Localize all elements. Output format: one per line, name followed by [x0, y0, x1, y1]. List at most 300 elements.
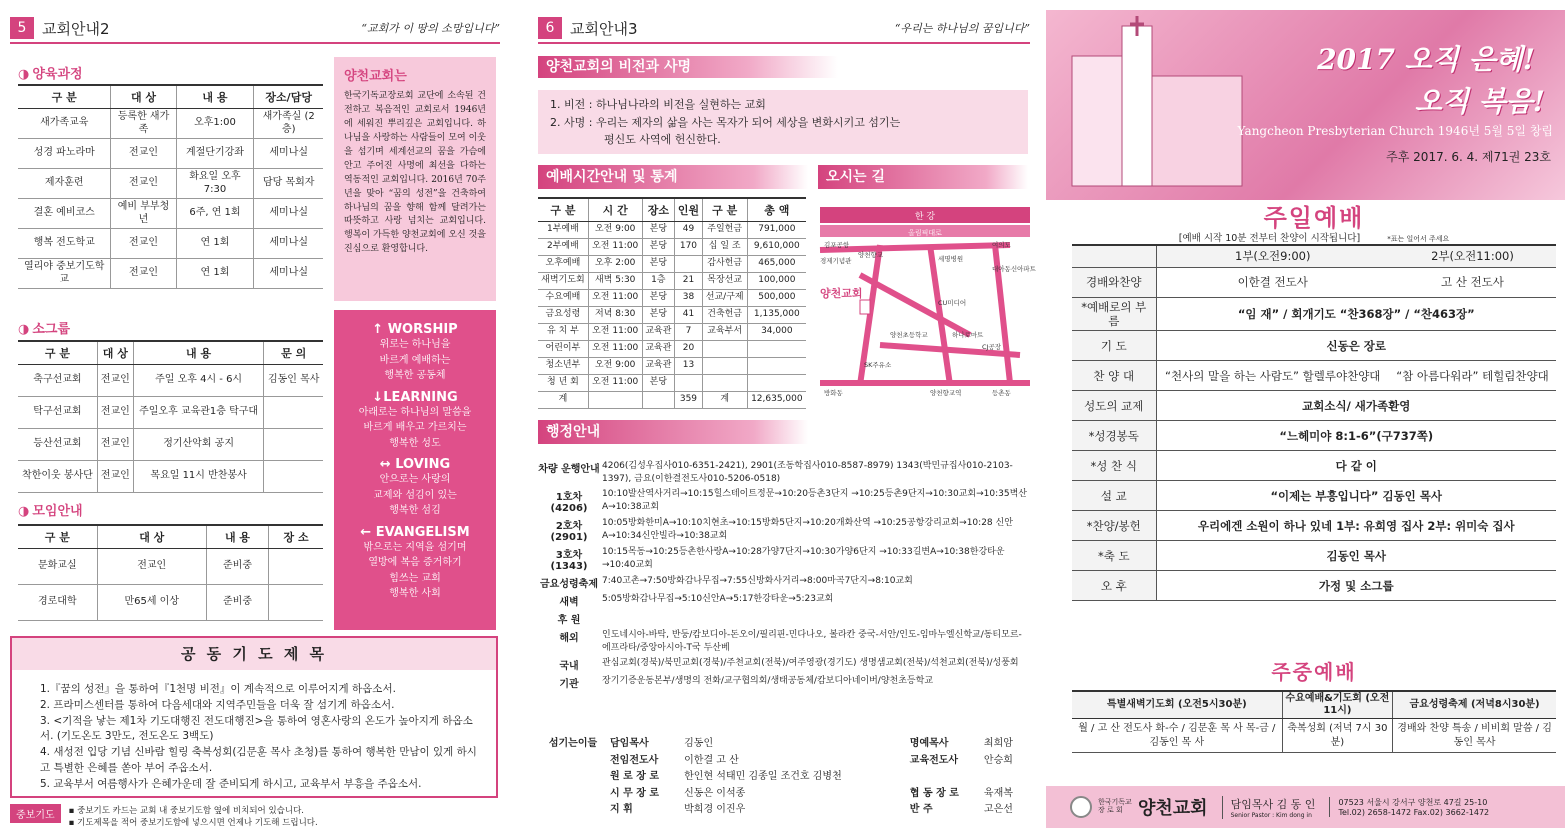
admin-row	[536, 675, 1028, 690]
table-cell: 오전 11:00	[588, 239, 642, 256]
table-cell: 행복 전도학교	[18, 229, 111, 259]
page-number: 5	[10, 17, 34, 39]
page-number: 6	[538, 17, 562, 39]
service-row	[1072, 421, 1556, 451]
service-value: 이한결 전도사	[1156, 267, 1389, 297]
table-cell: 계절단기강좌	[176, 139, 254, 169]
service-row	[1072, 511, 1556, 541]
table-row	[538, 341, 806, 358]
vision-line: 열방에 복음 증거하기	[368, 557, 462, 568]
table-cell: 본당	[642, 290, 675, 307]
church-name: 양천교회	[1138, 798, 1208, 819]
table-cell	[702, 375, 747, 392]
admin-row	[536, 611, 1028, 626]
service-row	[1072, 391, 1556, 421]
table-cell: 전교인	[97, 461, 133, 493]
table-cell: 본당	[642, 239, 675, 256]
weekday-header-row	[1072, 691, 1556, 719]
table-cell: 준비중	[206, 585, 268, 621]
table-row	[538, 358, 806, 375]
staff-label: 섬기는이들	[548, 738, 598, 749]
service-label: *찬양/봉헌	[1072, 511, 1156, 541]
intercession-tag: 중보기도	[10, 804, 61, 823]
staff-cell	[982, 769, 1028, 786]
vision-line: 행복한 사회	[389, 588, 441, 599]
service-row	[1072, 297, 1556, 331]
table-cell: 열리야 중보기도학교	[18, 259, 111, 289]
table-header-row	[18, 525, 323, 549]
intercession-line: ▪ 중보기도 카드는 교회 내 중보기도함 옆에 비치되어 있습니다.	[68, 806, 304, 816]
main-service-title: 주일예배	[1263, 204, 1365, 232]
table-cell: 2부예배	[538, 239, 588, 256]
prayer-item: 5. 교육부서 여름행사가 은혜가운데 잘 준비되게 하시고, 교육부서 부흥을 주옵소서.	[40, 777, 422, 790]
page-slogan: “교회가 이 땅의 소망입니다”	[361, 22, 500, 35]
weekday-header: 특별새벽기도회 (오전5시30분)	[1072, 691, 1282, 719]
vision-text	[538, 90, 1028, 154]
table-cell: 계	[538, 392, 588, 409]
table-cell: 등록한 새가족	[111, 109, 176, 139]
table-cell: 본당	[642, 256, 675, 273]
table-cell: 저녁 8:30	[588, 307, 642, 324]
directions-map	[820, 205, 1036, 400]
prayer-item: 2. 프라미스센터를 통하여 다음세대와 지역주민들을 더욱 잘 섬기게 하옵소서.	[40, 698, 395, 711]
table-cell: 오전 11:00	[588, 324, 642, 341]
staff-cell: 이한결 고 산	[684, 754, 739, 766]
table-cell	[642, 392, 675, 409]
table-cell: 축구선교회	[18, 365, 97, 397]
table-cell: 13	[675, 358, 703, 375]
service-label: 경배와찬양	[1072, 267, 1156, 297]
table-cell: 전교인	[111, 229, 176, 259]
gathering-table	[18, 524, 323, 621]
table-cell: 세미나실	[254, 259, 323, 289]
table-cell	[264, 397, 323, 429]
map-label: 양천향교	[858, 251, 884, 259]
column-header: 인원	[675, 198, 703, 222]
service-header-row	[1072, 245, 1556, 267]
service-label: 성도의 교제	[1072, 391, 1156, 421]
vision-line: 행복한 섬김	[389, 505, 441, 516]
staff-cell: 명예목사	[909, 738, 949, 749]
table-row	[538, 307, 806, 324]
map-heading: 오시는 길	[818, 165, 1028, 189]
service-value: 고 산 전도사	[1389, 267, 1556, 297]
service-value: 교회소식/ 새가족환영	[1156, 391, 1556, 421]
column-header: 내 용	[206, 525, 268, 549]
admin-key: 후 원	[557, 615, 581, 627]
table-cell: 만65세 이상	[97, 585, 206, 621]
vision-line: 바르게 배우고 가르치는	[363, 422, 467, 433]
table-cell: 착한이웃 봉사단	[18, 461, 97, 493]
church-label: 양천교회	[820, 287, 863, 300]
table-cell: 세미나실	[254, 229, 323, 259]
denomination-logo-icon	[1070, 796, 1092, 818]
vision-line: 위로는 하나님을	[379, 339, 451, 350]
table-cell: 주일오후 교육관1층 탁구대	[133, 397, 264, 429]
vision-heading: ↑ WORSHIP	[372, 322, 458, 337]
map-label: CJ공장	[982, 343, 1002, 351]
service-value: “천사의 말을 하는 사람도” 할렐루야찬양대	[1156, 361, 1389, 391]
table-cell: 오후 2:00	[588, 256, 642, 273]
table-cell: 탁구선교회	[18, 397, 97, 429]
column-header: 구 분	[702, 198, 747, 222]
page-title: 교회안내2	[42, 19, 110, 38]
staff-row	[538, 802, 1028, 819]
weekday-header: 금요성령축제 (저녁8시30분)	[1393, 691, 1556, 719]
table-cell: 성경 파노라마	[18, 139, 111, 169]
service-row	[1072, 451, 1556, 481]
table-cell: 전교인	[97, 549, 206, 585]
admin-value: 4206(김성우집사010-6351-2421), 2901(조동학집사010-8587-8979) 1343(박민규집사010-2103-1397), 금요(이한결전도사010-5206-0518)	[602, 461, 1013, 484]
main-service-note	[1072, 230, 1556, 244]
admin-value: 관심교회(경북)/북민교회(경북)/주천교회(전북)/여주영광(경기도) 생명샘교회(전북)/석천교회(전북)/성풍회	[602, 658, 1019, 669]
vision-line: 힘쓰는 교회	[389, 572, 441, 584]
service-header-cell: 2부(오전11:00)	[1389, 245, 1556, 267]
service-label: *성경봉독	[1072, 421, 1156, 451]
table-row	[538, 375, 806, 392]
table-row	[18, 169, 323, 199]
table-cell: 오전 9:00	[588, 222, 642, 239]
admin-key: 1호차 (4206)	[550, 492, 588, 515]
intro-text: 한국기독교장로회 교단에 소속된 건전하고 복음적인 교회로서 1946년에 세워진 뿌리깊은 교회입니다. 하나님을 사랑하는 사람들이 모여 이웃을 섬기며 세계선교의 꿈을 가슴에 안고 주어진 사명에 최선을 다하는 역동적인 교회입니다. 2016년 70주년을 맞아 “꿈의 성전”을 건축하여 하나님의 꿈을 향해 함께 달려가는 따뜻하고 사랑 넘치는 교회입니다. 행복이 가득한 양천교회에 오신 것을 진심으로 환영합니다.	[344, 91, 486, 255]
table-cell: 결혼 예비코스	[18, 199, 111, 229]
service-label: 기 도	[1072, 331, 1156, 361]
admin-row	[536, 488, 1028, 514]
table-cell: 준비중	[206, 549, 268, 585]
table-cell: 170	[675, 239, 703, 256]
staff-cell: 최희암	[983, 738, 1013, 749]
service-value: 신동은 장로	[1156, 331, 1556, 361]
weekday-row	[1072, 719, 1556, 753]
service-value: “참 아름다워라” 테힐림찬양대	[1389, 361, 1556, 391]
river-label: 한 강	[914, 212, 936, 222]
table-row	[18, 109, 323, 139]
table-cell: 전교인	[97, 365, 133, 397]
vision-heading: ↓LEARNING	[372, 389, 458, 405]
pastor-name-en: Senior Pastor : Kim dong in	[1230, 811, 1312, 819]
table-cell: 건축헌금	[702, 307, 747, 324]
vision-line: 평신도 사역에 헌신한다.	[604, 133, 721, 147]
admin-value: 10:05방화한미A→10:10치현초→10:15방화5단지→10:20개화산역 →10:25공항강리교회→10:28 신안A→10:34신안빌라→10:38교회	[602, 518, 1013, 541]
table-cell: 정기산악회 공지	[133, 429, 264, 461]
table-row	[538, 239, 806, 256]
table-cell	[747, 358, 806, 375]
table-row	[18, 139, 323, 169]
service-row	[1072, 267, 1556, 297]
table-cell: 791,000	[747, 222, 806, 239]
church-english-name: Yangcheon Presbyterian Church 1946년 5월 5일 창립	[1237, 124, 1553, 138]
smallgroup-table	[18, 340, 323, 493]
prayer-item: 1.『꿈의 성전』을 통하여『1천명 비전』이 계속적으로 이루어지게 하옵소서.	[40, 683, 396, 695]
table-cell: 12,635,000	[747, 392, 806, 409]
intro-title: 양천교회는	[344, 69, 407, 84]
service-value: 우리에겐 소원이 하나 있네 1부: 유희영 집사 2부: 위미숙 집사	[1156, 511, 1556, 541]
column-header: 대 상	[97, 525, 206, 549]
vision-line: 1. 비전 : 하나님나라의 비전을 실현하는 교회	[550, 98, 766, 111]
admin-value: 10:10발산역사거리→10:15힐스테이트정문→10:20등촌3단지 →10:25등촌9단지→10:30교회→10:35벽산A→10:38교회	[602, 489, 1027, 512]
staff-label	[538, 786, 608, 803]
front-page	[1046, 0, 1565, 836]
staff-cell: 담임목사	[610, 738, 649, 749]
table-row	[538, 392, 806, 409]
admin-row	[536, 657, 1028, 672]
table-cell: 연 1회	[176, 259, 254, 289]
map-label: 경제기념관	[820, 257, 852, 265]
table-cell: 500,000	[747, 290, 806, 307]
vision-line: 교제와 섬김이 있는	[373, 489, 457, 501]
column-header: 장소/담당	[254, 85, 323, 109]
table-cell: 오전 9:00	[588, 358, 642, 375]
service-label: *축 도	[1072, 541, 1156, 571]
table-cell: 선교/구제	[702, 290, 747, 307]
column-header: 대 상	[111, 85, 176, 109]
table-cell: 본당	[642, 375, 675, 392]
edu-table	[18, 84, 323, 289]
map-label: 김포공항	[824, 241, 850, 249]
table-cell: 김동인 목사	[264, 365, 323, 397]
weekday-cell: 월 / 고 산 전도사 화-수 / 김문훈 목 사 목-금 / 김동인 목 사	[1072, 719, 1282, 753]
service-label: 오 후	[1072, 571, 1156, 601]
intercession-line: ▪ 기도제목을 적어 중보기도함에 넣으시면 언제나 기도해 드립니다.	[68, 818, 318, 828]
admin-key: 금요성령축제	[540, 579, 598, 591]
admin-value: 7:40고촌→7:50방화감나무집→7:55신방화사거리→8:00마곡7단지→8:10교회	[602, 576, 913, 587]
table-cell: 전교인	[97, 429, 133, 461]
table-cell: 화요일 오후7:30	[176, 169, 254, 199]
weekday-cell: 축복성회 (저녁 7시 30분)	[1282, 719, 1393, 753]
admin-key: 기관	[559, 679, 579, 691]
prayer-item: 4. 새성전 입당 기념 신바람 힐링 축복성회(김문훈 목사 초청)를 통하여 행복한 만남이 있게 하시고 특별한 은혜를 쏟아 부어 주옵소서.	[40, 746, 477, 774]
banner-title-1: 2017 오직 은혜!	[1317, 43, 1535, 76]
table-cell	[702, 358, 747, 375]
section-title-edu: ◑ 양육과정	[18, 63, 83, 82]
table-cell: 본당	[642, 307, 675, 324]
table-cell: 오전 11:00	[588, 375, 642, 392]
column-header: 구 분	[18, 85, 111, 109]
column-header: 문 의	[264, 341, 323, 365]
staff-cell: 협 동 장 로	[909, 787, 959, 799]
weekday-service-title: 주중예배	[1271, 660, 1357, 684]
admin-key: 새벽	[559, 597, 579, 609]
vision-line: 아래로는 하나님의 말씀을	[358, 406, 472, 418]
service-value: 가정 및 소그룹	[1156, 571, 1556, 601]
prayer-item: 3. <기적을 낳는 제1차 기도대행진 전도대행진>을 통하여 영혼사랑의 온도가 높아지게 하옵소서. (기도온도 3만도, 전도온도 3백도)	[40, 714, 473, 743]
table-row	[538, 222, 806, 239]
column-header: 시 간	[588, 198, 642, 222]
table-row	[18, 549, 323, 585]
admin-row	[536, 546, 1028, 572]
staff-cell: 박희경 이진우	[684, 804, 746, 815]
church-address: 07523 서울시 강서구 양천로 47길 25-10	[1338, 798, 1488, 807]
map-label: 양천초등학교	[890, 331, 928, 339]
vision-box	[334, 310, 496, 630]
front-banner	[1046, 10, 1565, 200]
staff-cell: 시 무 장 로	[610, 787, 660, 799]
staff-label	[538, 753, 608, 770]
table-cell: 오후예배	[538, 256, 588, 273]
service-label: *예배로의 부름	[1072, 297, 1156, 331]
table-cell: 문화교실	[18, 549, 97, 585]
table-cell	[747, 375, 806, 392]
table-cell: 담당 목회자	[254, 169, 323, 199]
table-row	[18, 461, 323, 493]
table-cell: 오전 11:00	[588, 341, 642, 358]
vision-heading: ↔ LOVING	[379, 457, 451, 472]
column-header: 구 분	[18, 341, 97, 365]
church-phone: Tel.02) 2658-1472 Fax.02) 3662-1472	[1338, 808, 1490, 817]
table-cell: 청 년 회	[538, 375, 588, 392]
table-row	[538, 324, 806, 341]
table-cell: 유 치 부	[538, 324, 588, 341]
service-label: 설 교	[1072, 481, 1156, 511]
admin-row	[536, 629, 1028, 654]
table-cell: 예비 부부청년	[111, 199, 176, 229]
vision-line: 행복한 공동체	[384, 370, 446, 381]
table-cell: 새가족교육	[18, 109, 111, 139]
table-cell: 7	[675, 324, 703, 341]
staff-row	[538, 753, 1028, 770]
vision-heading: 양천교회의 비전과 사명	[538, 56, 838, 78]
vision-line: 바르게 예배하는	[379, 354, 451, 366]
admin-value: 5:05방화감나무집→5:10신안A→5:17한강타운→5:23교회	[602, 594, 834, 605]
table-row	[18, 259, 323, 289]
admin-key: 2호차 (2901)	[550, 521, 588, 544]
staff-cell: 김동인	[684, 738, 714, 749]
table-cell	[747, 341, 806, 358]
table-cell: 9,610,000	[747, 239, 806, 256]
table-cell: 청소년부	[538, 358, 588, 375]
table-cell: 38	[675, 290, 703, 307]
page-slogan: “우리는 하나님의 꿈입니다”	[894, 22, 1030, 35]
church-footer	[1046, 786, 1565, 828]
table-cell	[702, 341, 747, 358]
page-header	[538, 14, 1030, 44]
page-header	[10, 14, 500, 44]
vision-line: 2. 사명 : 우리는 제자의 삶을 사는 목자가 되어 세상을 변화시키고 섬기는	[550, 115, 901, 129]
table-cell: 359	[675, 392, 703, 409]
map-label: 방화동	[824, 389, 843, 397]
admin-key: 해외	[559, 633, 579, 645]
table-header-row	[538, 198, 806, 222]
table-cell: 전교인	[111, 139, 176, 169]
issue-date: 주후 2017. 6. 4. 제71권 23호	[1386, 150, 1551, 164]
map-label: 양천향교역	[930, 389, 962, 397]
admin-value: 10:15목동→10:25등촌한사랑A→10:28가양7단지→10:30가양6단지 →10:33길변A→10:38한강타운→10:40교회	[602, 547, 1005, 570]
table-row	[18, 365, 323, 397]
staff-cell: 신동은 이석종	[684, 787, 746, 799]
service-value: “느헤미야 8:1-6”(구737쪽)	[1156, 421, 1556, 451]
church-intro-box	[334, 57, 496, 301]
admin-row	[536, 517, 1028, 543]
table-cell: 목장선교	[702, 273, 747, 290]
table-cell: 수요예배	[538, 290, 588, 307]
table-cell: 본당	[642, 222, 675, 239]
table-cell	[588, 392, 642, 409]
table-cell: 주일헌금	[702, 222, 747, 239]
staff-cell: 교육전도사	[909, 754, 959, 766]
table-cell: 41	[675, 307, 703, 324]
service-value: “임 재” / 회개기도 “찬368장” / “찬463장”	[1156, 297, 1556, 331]
column-header: 내 용	[176, 85, 254, 109]
admin-row	[536, 460, 1028, 485]
column-header: 장 소	[269, 525, 323, 549]
staff-cell: 반 주	[909, 804, 933, 815]
church-marker	[860, 300, 870, 314]
worship-table	[538, 197, 806, 409]
prayer-title: 공 동 기 도 제 목	[12, 638, 496, 670]
staff-cell: 안승희	[983, 754, 1013, 766]
table-cell: 십 일 조	[702, 239, 747, 256]
staff-cell: 지 휘	[610, 804, 633, 815]
staff-label	[538, 769, 608, 786]
prayer-list	[40, 682, 480, 792]
staff-table	[538, 736, 1028, 819]
order-of-service-table	[1072, 244, 1556, 601]
table-cell: 465,000	[747, 256, 806, 273]
table-cell: 세미나실	[254, 199, 323, 229]
table-cell: 목요일 11시 반찬봉사	[133, 461, 264, 493]
table-cell: 전교인	[97, 397, 133, 429]
service-value: 김동인 목사	[1156, 541, 1556, 571]
table-cell: 6주, 연 1회	[176, 199, 254, 229]
service-header-cell: 1부(오전9:00)	[1156, 245, 1389, 267]
map-label: SK주유소	[864, 361, 892, 369]
intercession-note	[10, 804, 318, 828]
page-title: 교회안내3	[570, 19, 638, 38]
table-row	[18, 429, 323, 461]
table-cell: 교육관	[642, 341, 675, 358]
admin-key: 차량 운행안내	[538, 464, 600, 475]
service-row	[1072, 481, 1556, 511]
table-cell: 34,000	[747, 324, 806, 341]
banner-title-2: 오직 복음!	[1414, 85, 1545, 118]
staff-label	[538, 802, 608, 819]
staff-cell: 한인현 석태민 김종일 조건호 김병천	[684, 771, 842, 782]
service-value: 다 같 이	[1156, 451, 1556, 481]
table-cell: 연 1회	[176, 229, 254, 259]
section-title-small: ◑ 소그룹	[18, 318, 70, 337]
table-cell	[269, 585, 323, 621]
table-cell: 등산선교회	[18, 429, 97, 461]
staff-cell: 전임전도사	[610, 754, 659, 766]
vision-heading: ← EVANGELISM	[360, 524, 470, 540]
admin-value: 인도네시아-바탁, 반둥/캄보디아-돈오이/필리핀-민다나오, 볼라칸 중국-서안/인도-임마누엘신학교/동티모르-에프라타/중앙아시아-T국 두산베	[602, 630, 1022, 653]
service-value: “이제는 부흥입니다” 김동인 목사	[1156, 481, 1556, 511]
column-header: 내 용	[133, 341, 264, 365]
table-cell: 21	[675, 273, 703, 290]
column-header: 총 액	[747, 198, 806, 222]
column-header: 구 분	[18, 525, 97, 549]
service-row	[1072, 361, 1556, 391]
admin-row	[536, 575, 1028, 590]
table-cell: 경로대학	[18, 585, 97, 621]
table-row	[18, 585, 323, 621]
admin-row	[536, 593, 1028, 608]
service-row	[1072, 331, 1556, 361]
page-5	[0, 0, 510, 836]
table-cell: 주일 오후 4시 - 6시	[133, 365, 264, 397]
table-cell: 제자훈련	[18, 169, 111, 199]
table-cell: 교육부서	[702, 324, 747, 341]
road-label: 올림픽대로	[908, 229, 942, 237]
table-cell: 1부예배	[538, 222, 588, 239]
worship-heading: 예배시간안내 및 통계	[538, 165, 808, 189]
table-row	[538, 273, 806, 290]
map-label: 대아동신아파트	[992, 265, 1036, 273]
table-cell: 금요성령	[538, 307, 588, 324]
admin-value: 장기기증운동본부/생명의 전화/교구협의회/생태공동체/캄보디아네이버/양천초등학교	[602, 676, 934, 687]
denomination: 한국기독교 장 로 회	[1098, 798, 1132, 814]
table-cell: 어린이부	[538, 341, 588, 358]
